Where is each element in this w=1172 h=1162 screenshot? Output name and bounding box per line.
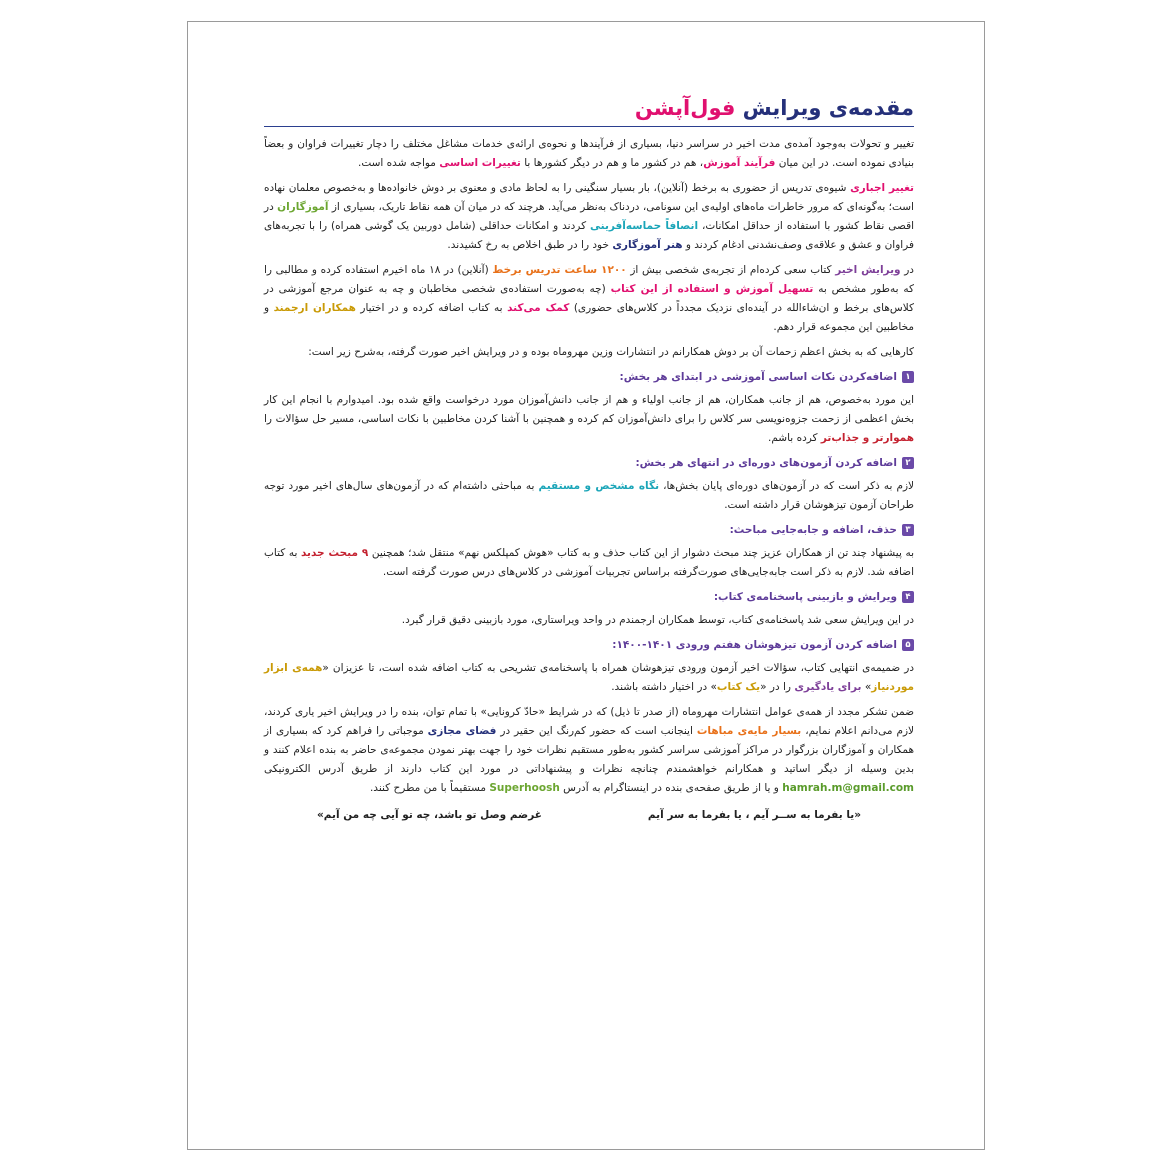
closing-poem [264,806,914,825]
section-number: ۳ [902,524,914,536]
section-3-body [264,544,914,582]
paragraph-intro [264,135,914,173]
text: کرده باشم. [767,432,821,444]
text: مستقیماً با من مطرح کنند. [369,782,490,794]
text: (چه به‌صورت استفاده‌ی شخصی مخاطبان و چه به عنوان مرجع آموزشی در کلاس‌های برخط و ان‌شاءالله در آینده‌ای نزدیک مجدداً در کلاس‌های حضوری) [264,283,914,314]
paragraph-teaching [264,179,914,255]
highlight: همه‌ی ابزار موردنیاز [264,662,914,693]
poem-line-left: غرضم وصل تو باشد، چه تو آیی چه من آیم» [317,809,542,821]
highlight: انصافاً حماسه‌آفرینی [590,220,699,232]
section-title: اضافه کردن آزمون‌های دوره‌ای در انتهای هر بخش: [635,457,897,469]
highlight: همکاران ارجمند [273,302,356,314]
text: را در « [760,681,795,693]
paragraph-thanks [264,703,914,798]
highlight: فضای مجازی [427,725,497,737]
text: شیوه‌ی تدریس از حضوری به برخط (آنلاین)، بار بسیار سنگینی را به لحاظ مادی و معنوی بر دوش خانواده‌ها و به‌خصوص معلمان نهاده است؛ به‌گونه‌ای که مرور خاطرات ماه‌های اولیه‌ی این سونامی، دردناک به‌نظر می‌آید. هرچند که در میان آن همه نقاط تاریک، بسیاری از [264,182,914,213]
text: ضمن تشکر مجدد از همه‌ی عوامل انتشارات مهروماه (از صدر تا ذیل) که در شرایط «حادّ کرونایی» با تمام توان، بنده را در ویرایش اخیر یاری کردند، لازم می‌دانم اعلام نمایم، [264,706,915,737]
highlight: نگاه مشخص و مستقیم [538,480,660,492]
highlight: تغییر اجباری [850,182,914,194]
highlight: هموارتر و جذاب‌تر [820,432,914,444]
text: مواجه شده است. [357,157,440,169]
document-page [187,21,985,1150]
paragraph-edition [264,261,914,337]
email-link[interactable]: hamrah.m@gmail.com [782,782,914,794]
highlight: ۱۲۰۰ ساعت تدریس برخط [492,264,627,276]
section-3-heading [264,521,914,540]
paragraph-list-intro: کارهایی که به بخش اعظم زحمات آن بر دوش همکارانم در انتشارات وزین مهروماه بوده و در ویرایش اخیر صورت گرفته، به‌شرح زیر است: [308,346,914,358]
text: و مخاطبین این مجموعه قرار دهم. [264,302,914,333]
text: کتاب سعی کرده‌ام از تجربه‌ی شخصی بیش از [626,264,836,276]
text: اینجانب است که حضور کم‌رنگ این حقیر در [496,725,697,737]
highlight: ۹ مبحث جدید [300,547,369,559]
highlight: بسیار مایه‌ی مباهات [696,725,802,737]
section-2-heading [264,454,914,473]
poem-line-right: «یا بفرما به ســر آیم ، یا بفرما به سر آیم [647,809,862,821]
text: در [900,264,914,276]
section-title: ویرایش و بازبینی پاسخنامه‌ی کتاب: [713,591,897,603]
instagram-handle[interactable]: Superhoosh [489,782,560,794]
section-4-body: در این ویرایش سعی شد پاسخنامه‌ی کتاب، توسط همکاران ارجمندم در واحد ویراستاری، مورد بازبینی دقیق قرار گیرد. [401,614,914,626]
section-number: ۲ [902,457,914,469]
text: به کتاب اضافه شد. لازم به ذکر است جابه‌جایی‌های صورت‌گرفته براساس تجربیات آموزشی در کلاس‌های درس صورت گرفته است. [264,547,914,578]
section-number: ۱ [902,371,914,383]
text: و یا از طریق صفحه‌ی بنده در اینستاگرام به آدرس [559,782,783,794]
highlight: یک کتاب [716,681,761,693]
section-4-heading [264,588,914,607]
section-5-heading [264,636,914,655]
section-2-body [264,477,914,515]
text: خود را در طبق اخلاص به رخ کشیدند. [447,239,613,251]
highlight: کمک می‌کند [507,302,570,314]
text: موجباتی را فراهم کرد که بسیاری از همکاران و آموزگاران بزرگوار در مراکز آموزشی سراسر کشور به‌طور مستقیم نظرات خود را جهت بهتر نمودن مجموعه‌ی حاضر به بنده اعلام کنند و بدین وسیله از دیگر اساتید و همکارانم خواهشمندم چنانچه نظرات و پیشنهاداتی در مورد این کتاب دارند از طریق آدرس الکترونیکی [264,725,914,775]
text: تغییر و تحولات به‌وجود آمده‌ی مدت اخیر در سراسر دنیا، بسیاری از فرآیندها و نحوه‌ی ارائه‌ی خدمات مشاغل مختلف را دچار تغییرات فراوان و بعضاً بنیادی نموده است. در این میان [264,138,914,169]
text: به مباحثی داشته‌ام که در آزمون‌های سال‌های اخیر مورد توجه طراحان آزمون تیزهوشان قرار داشته است. [264,480,914,511]
text: » [861,681,872,693]
section-title: حذف، اضافه و جابه‌جایی مباحث: [729,524,897,536]
section-number: ۵ [902,639,914,651]
text: به کتاب اضافه کرده و در اختیار [355,302,508,314]
title-part-1: مقدمه‌ی ویرایش [735,96,914,120]
text: در ضمیمه‌ی انتهایی کتاب، سؤالات اخیر آزمون ورودی تیزهوشان همراه با پاسخنامه‌ی تشریحی به کتاب اضافه شده است، تا عزیزان « [322,662,914,674]
text: (آنلاین) در ۱۸ ماه اخیرم استفاده کرده و مطالبی را که به‌طور مشخص به [264,264,914,295]
highlight: ویرایش اخیر [835,264,901,276]
text: کردند و امکانات حداقلی (شامل دوربین یک گوشی همراه) را با تجربه‌های فراوان و عشق و علاقه‌ی وصف‌نشدنی ادغام کردند و [264,220,914,251]
page-title [264,92,914,127]
text: ، هم در کشور ما و هم در دیگر کشورها با [520,157,704,169]
highlight: تسهیل آموزش و استفاده از این کتاب [610,283,814,295]
highlight: برای یادگیری [794,681,862,693]
section-number: ۴ [902,591,914,603]
highlight: تغییرات اساسی [439,157,521,169]
section-5-body [264,659,914,697]
text: لازم به ذکر است که در آزمون‌های دوره‌ای پایان بخش‌ها، [659,480,914,492]
section-title: اضافه کردن آزمون تیزهوشان هفتم ورودی ۱۴۰۱-۱۴۰۰: [612,639,897,651]
text: در اقصی نقاط کشور با استفاده از حداقل امکانات، [264,201,915,232]
page-content [264,92,914,825]
highlight: فرآیند آموزش [703,157,776,169]
section-1-heading [264,368,914,387]
highlight: هنر آموزگاری [612,239,683,251]
title-part-2: فول‌آپشن [634,96,736,120]
text: این مورد به‌خصوص، هم از جانب همکاران، هم از جانب اولیاء و هم از جانب دانش‌آموزان مورد درخواست واقع شده بود. امیدوارم با انجام این کار بخش اعظمی از زحمت جزوه‌نویسی سر کلاس را برای دانش‌آموزان کم کرده و همچنین با آشنا کردن مخاطبین با نکات اساسی، مسیر حل سؤالات را [264,394,914,425]
text: به پیشنهاد چند تن از همکاران عزیز چند مبحث دشوار از این کتاب حذف و به کتاب «هوش کمپلکس نهم» منتقل شد؛ همچنین [368,547,915,559]
highlight: آموزگاران [277,201,329,213]
section-title: اضافه‌کردن نکات اساسی آموزشی در ابتدای هر بخش: [619,371,897,383]
section-1-body [264,391,914,448]
text: » در اختیار داشته باشند. [611,681,717,693]
